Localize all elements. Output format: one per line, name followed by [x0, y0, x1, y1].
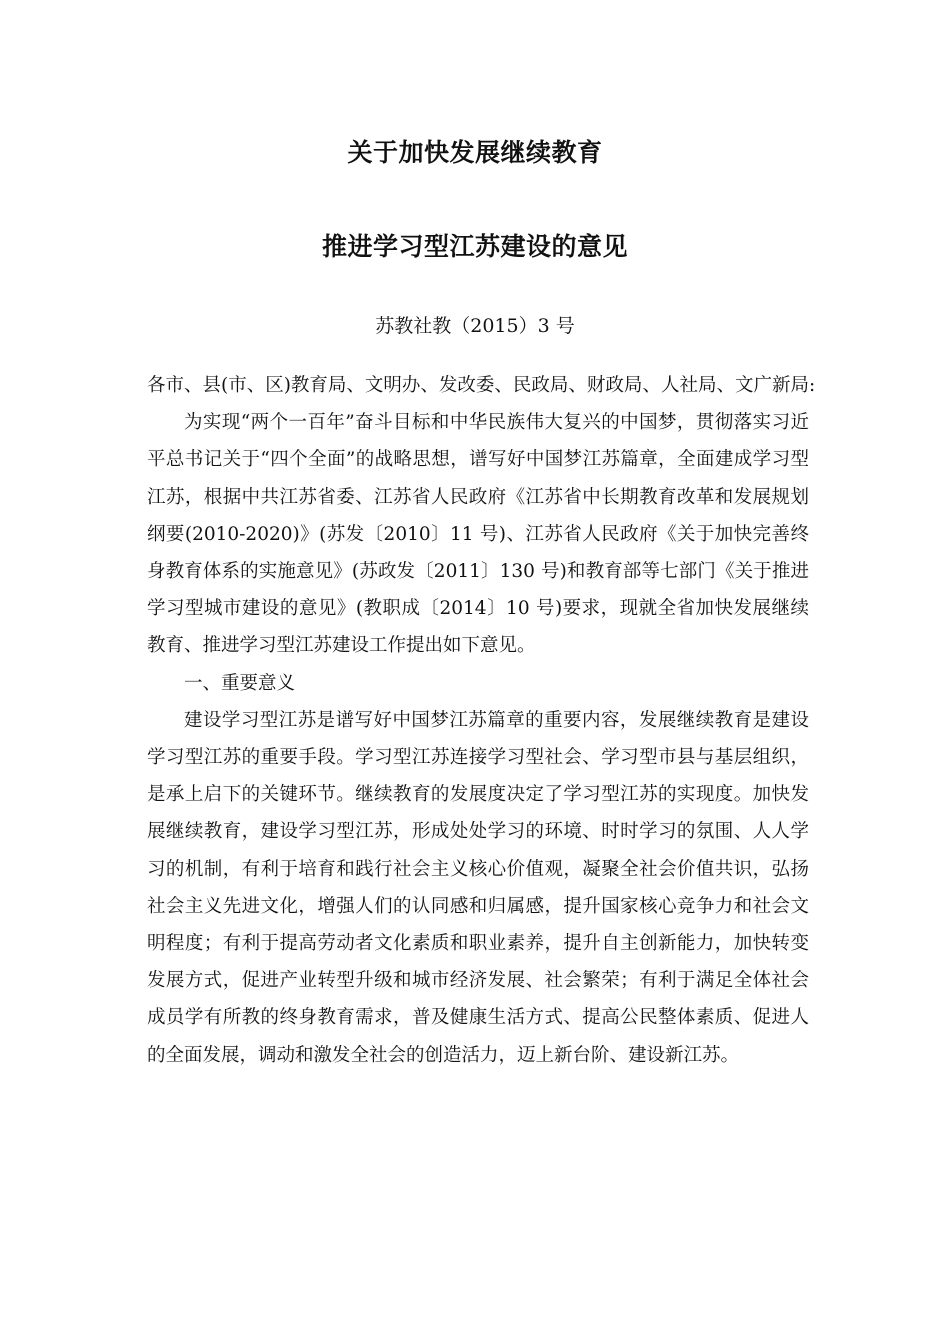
document-body [147, 367, 816, 1074]
document-number: 苏教社教（2015）3 号 [375, 315, 575, 337]
paragraph-significance: 建设学习型江苏是谱写好中国梦江苏篇章的重要内容，发展继续教育是建设学习型江苏的重要手段。学习型江苏连接学习型社会、学习型市县与基层组织，是承上启下的关键环节。继续教育的发展度决定了学习型江苏的实现度。加快发展继续教育，建设学习型江苏，形成处处学习的环境、时时学习的氛围、人人学习的机制，有利于培育和践行社会主义核心价值观，凝聚全社会价值共识，弘扬社会主义先进文化，增强人们的认同感和归属感，提升国家核心竞争力和社会文明程度；有利于提高劳动者文化素质和职业素养，提升自主创新能力，加快转变发展方式，促进产业转型升级和城市经济发展、社会繁荣；有利于满足全体社会成员学有所教的终身教育需求，普及健康生活方式、提高公民整体素质、促进人的全面发展，调动和激发全社会的创造活力，迈上新台阶、建设新江苏。 [147, 709, 809, 1066]
paragraph-intro: 为实现“两个一百年”奋斗目标和中华民族伟大复兴的中国梦，贯彻落实习近平总书记关于“四个全面”的战略思想，谱写好中国梦江苏篇章，全面建成学习型江苏，根据中共江苏省委、江苏省人民政府《江苏省中长期教育改革和发展规划纲要(2010-2020)》(苏发〔2010〕11 号)、江苏省人民政府《关于加快完善终身教育体系的实施意见》(苏政发〔2011〕130 号)和教育部等七部门《关于推进学习型城市建设的意见》(教职成〔2014〕10 号)要求，现就全省加快发展继续教育、推进学习型江苏建设工作提出如下意见。 [147, 412, 809, 657]
section-heading-significance: 一、重要意义 [184, 672, 296, 694]
document-title-line1: 关于加快发展继续教育 [347, 138, 603, 167]
document-title-line2: 推进学习型江苏建设的意见 [321, 232, 628, 261]
addressee-line: 各市、县(市、区)教育局、文明办、发改委、民政局、财政局、人社局、文广新局: [147, 375, 816, 396]
